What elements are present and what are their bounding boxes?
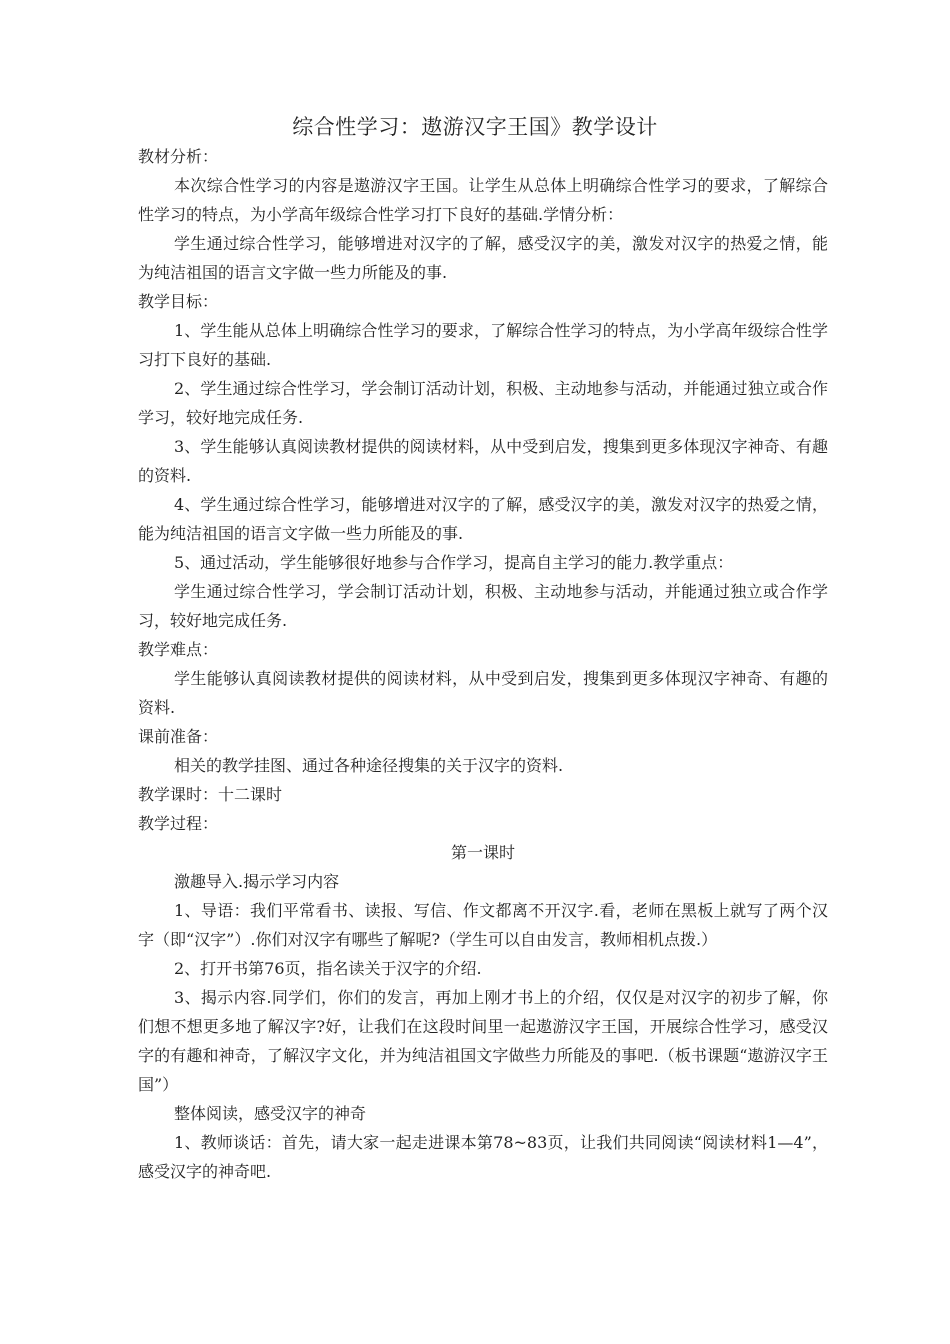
body-paragraph: 3、学生能够认真阅读教材提供的阅读材料，从中受到启发，搜集到更多体现汉字神奇、有趣的资料. — [138, 437, 828, 485]
body-paragraph: 2、学生通过综合性学习，学会制订活动计划，积极、主动地参与活动，并能通过独立或合作学习，较好地完成任务. — [138, 379, 828, 427]
body-paragraph: 1、学生能从总体上明确综合性学习的要求，了解综合性学习的特点，为小学高年级综合性学习打下良好的基础. — [138, 321, 828, 369]
body-paragraph: 激趣导入.揭示学习内容 — [174, 872, 340, 891]
body-paragraph: 3、揭示内容.同学们，你们的发言，再加上刚才书上的介绍，仅仅是对汉字的初步了解，你们想不想更多地了解汉字?好，让我们在这段时间里一起遨游汉字王国，开展综合性学习，感受汉字的有趣和神奇，了解汉字文化，并为纯洁祖国文字做些力所能及的事吧.（板书课题“遨游汉字王国”） — [138, 988, 828, 1094]
body-paragraph: 本次综合性学习的内容是遨游汉字王国。让学生从总体上明确综合性学习的要求，了解综合性学习的特点，为小学高年级综合性学习打下良好的基础.学情分析： — [138, 176, 828, 224]
body-paragraph: 学生通过综合性学习，学会制订活动计划，积极、主动地参与活动，并能通过独立或合作学习，较好地完成任务. — [138, 582, 828, 630]
document-title: 综合性学习：遨游汉字王国》教学设计 — [292, 115, 658, 139]
section-heading: 第一课时 — [450, 843, 515, 862]
section-label: 课前准备： — [138, 727, 219, 746]
body-paragraph: 学生通过综合性学习，能够增进对汉字的了解，感受汉字的美，激发对汉字的热爱之情，能为纯洁祖国的语言文字做一些力所能及的事. — [138, 234, 828, 282]
body-paragraph: 相关的教学挂图、通过各种途径搜集的关于汉字的资料. — [174, 756, 564, 775]
section-label: 教学课时：十二课时 — [138, 785, 283, 804]
section-label: 教学目标： — [138, 292, 219, 311]
document-body — [138, 142, 828, 1186]
body-paragraph: 5、通过活动，学生能够很好地参与合作学习，提高自主学习的能力.教学重点： — [174, 553, 734, 572]
body-paragraph: 1、教师谈话：首先，请大家一起走进课本第78~83页，让我们共同阅读“阅读材料1—4”，感受汉字的神奇吧. — [138, 1133, 828, 1181]
section-label: 教材分析： — [138, 147, 219, 166]
section-label: 教学过程： — [138, 814, 219, 833]
body-paragraph: 1、导语：我们平常看书、读报、写信、作文都离不开汉字.看，老师在黑板上就写了两个汉字（即“汉字”）.你们对汉字有哪些了解呢?（学生可以自由发言，教师相机点拨.） — [138, 901, 828, 949]
section-label: 教学难点： — [138, 640, 219, 659]
body-paragraph: 4、学生通过综合性学习，能够增进对汉字的了解，感受汉字的美，激发对汉字的热爱之情，能为纯洁祖国的语言文字做一些力所能及的事. — [138, 495, 828, 543]
body-paragraph: 整体阅读，感受汉字的神奇 — [174, 1104, 367, 1123]
body-paragraph: 2、打开书第76页，指名读关于汉字的介绍. — [174, 959, 482, 978]
body-paragraph: 学生能够认真阅读教材提供的阅读材料，从中受到启发，搜集到更多体现汉字神奇、有趣的资料. — [138, 669, 828, 717]
